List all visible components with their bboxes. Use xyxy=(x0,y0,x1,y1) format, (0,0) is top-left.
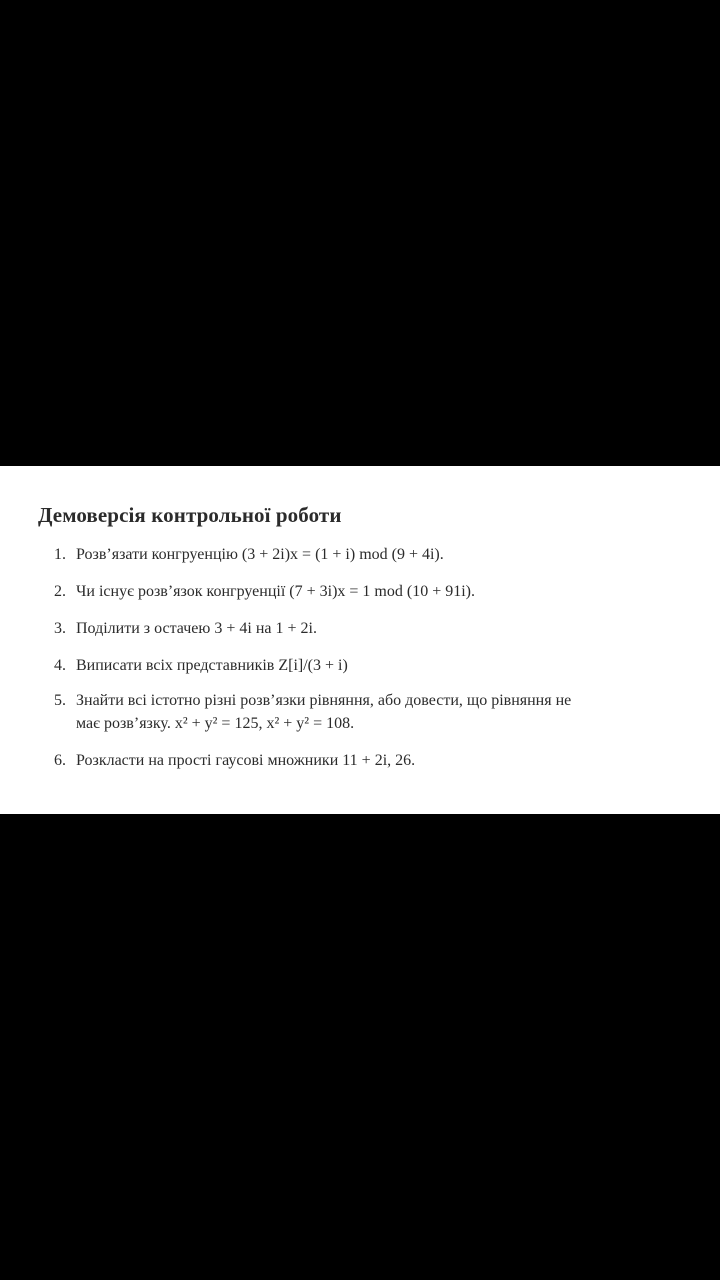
item-text: Виписати всіх представників Z[i]/(3 + i) xyxy=(76,657,348,674)
list-item xyxy=(54,654,348,677)
item-text: Розкласти на прості гаусові множники 11 + 2i, 26. xyxy=(76,752,416,769)
document-title: Демоверсія контрольної роботи xyxy=(38,503,342,527)
item-number: 2. xyxy=(54,583,66,600)
item-text-continuation: має розв’язку. x² + y² = 125, x² + y² = 108. xyxy=(76,715,355,732)
document-page xyxy=(0,466,720,814)
list-item xyxy=(54,543,444,566)
item-text: Чи існує розв’язок конгруенції (7 + 3i)x = 1 mod (10 + 91i). xyxy=(76,583,475,600)
item-number: 6. xyxy=(54,752,66,769)
item-number: 3. xyxy=(54,620,66,637)
item-number: 5. xyxy=(54,692,66,709)
list-item xyxy=(54,749,415,772)
list-item xyxy=(54,617,317,640)
item-number: 4. xyxy=(54,657,66,674)
list-item xyxy=(54,689,571,735)
item-text: Знайти всі істотно різні розв’язки рівняння, або довести, що рівняння не xyxy=(76,692,572,709)
list-item xyxy=(54,580,475,603)
item-text: Поділити з остачею 3 + 4i на 1 + 2i. xyxy=(76,620,317,637)
item-number: 1. xyxy=(54,546,66,563)
item-text: Розв’язати конгруенцію (3 + 2i)x = (1 + i) mod (9 + 4i). xyxy=(76,546,444,563)
